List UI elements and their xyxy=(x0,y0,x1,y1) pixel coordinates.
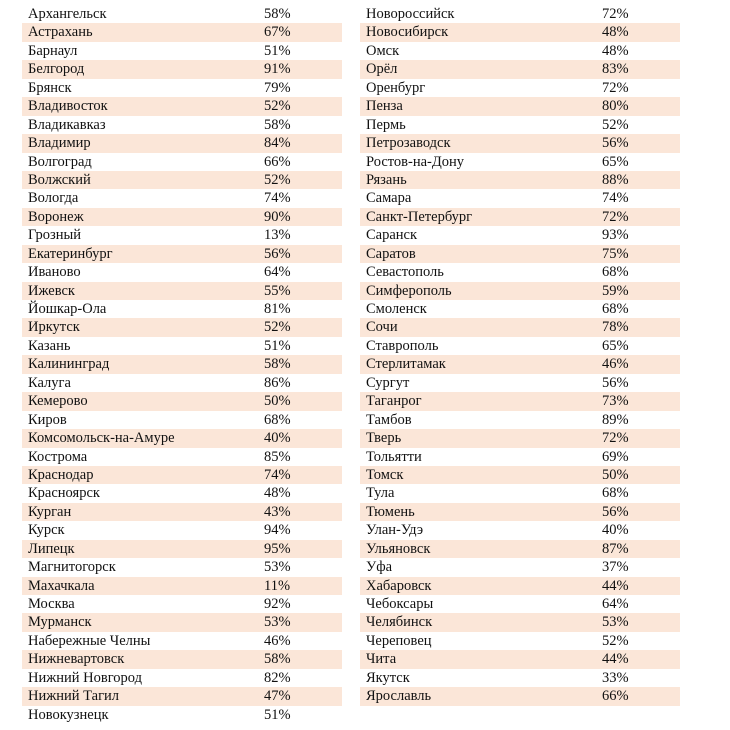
table-row xyxy=(360,245,680,263)
city-name: Челябинск xyxy=(366,614,433,631)
city-name: Владимир xyxy=(28,135,91,152)
city-name: Ижевск xyxy=(28,282,75,299)
table-row xyxy=(360,263,680,281)
city-name: Мурманск xyxy=(28,614,92,631)
table-row xyxy=(22,613,342,631)
percentage-value: 40% xyxy=(264,430,291,447)
percentage-value: 58% xyxy=(264,6,291,22)
city-name: Курск xyxy=(28,522,65,539)
city-name: Саранск xyxy=(366,227,418,244)
percentage-value: 56% xyxy=(602,135,629,152)
percentage-value: 82% xyxy=(264,669,291,686)
percentage-value: 58% xyxy=(264,356,291,373)
table-row xyxy=(360,318,680,336)
city-name: Комсомольск-на-Амуре xyxy=(28,430,175,447)
city-name: Уфа xyxy=(366,559,393,576)
table-row xyxy=(22,282,342,300)
percentage-value: 65% xyxy=(602,153,629,170)
city-name: Калининград xyxy=(28,356,110,373)
table-row xyxy=(360,226,680,244)
percentage-value: 48% xyxy=(602,42,629,59)
city-percentage-table xyxy=(22,5,680,724)
city-name: Волгоград xyxy=(28,153,92,170)
city-name: Иваново xyxy=(28,264,81,281)
percentage-value: 92% xyxy=(264,596,291,612)
city-name: Калуга xyxy=(28,374,71,391)
city-name: Ярославль xyxy=(366,688,432,705)
city-name: Самара xyxy=(366,190,412,207)
city-name: Севастополь xyxy=(366,264,444,281)
city-name: Екатеринбург xyxy=(28,245,113,262)
table-row xyxy=(22,595,342,613)
percentage-value: 58% xyxy=(264,116,291,133)
percentage-value: 53% xyxy=(264,559,291,576)
city-name: Новороссийск xyxy=(366,6,455,22)
percentage-value: 50% xyxy=(602,466,629,483)
percentage-value: 44% xyxy=(602,651,629,668)
city-name: Архангельск xyxy=(28,6,107,22)
percentage-value: 66% xyxy=(264,153,291,170)
city-name: Нижневартовск xyxy=(28,651,125,668)
table-row xyxy=(22,650,342,668)
percentage-value: 66% xyxy=(602,688,629,705)
city-name: Оренбург xyxy=(366,79,426,96)
table-row xyxy=(22,521,342,539)
percentage-value: 64% xyxy=(264,264,291,281)
table-row xyxy=(360,300,680,318)
city-name: Пенза xyxy=(366,98,403,115)
table-row xyxy=(22,577,342,595)
percentage-value: 80% xyxy=(602,98,629,115)
city-name: Йошкар-Ола xyxy=(28,301,107,317)
percentage-value: 84% xyxy=(264,135,291,152)
percentage-value: 75% xyxy=(602,245,629,262)
percentage-value: 56% xyxy=(602,374,629,391)
city-name: Стерлитамак xyxy=(366,356,446,373)
percentage-value: 83% xyxy=(602,61,629,78)
percentage-value: 93% xyxy=(602,227,629,244)
city-name: Набережные Челны xyxy=(28,632,151,649)
percentage-value: 52% xyxy=(264,319,291,336)
city-name: Киров xyxy=(28,411,67,428)
table-row xyxy=(360,189,680,207)
percentage-value: 95% xyxy=(264,540,291,557)
percentage-value: 72% xyxy=(602,430,629,447)
table-row xyxy=(360,669,680,687)
city-name: Белгород xyxy=(28,61,85,78)
city-name: Таганрог xyxy=(366,393,422,410)
city-name: Астрахань xyxy=(28,24,93,41)
left-column xyxy=(22,5,342,724)
city-name: Орёл xyxy=(366,61,398,78)
percentage-value: 51% xyxy=(264,42,291,59)
city-name: Саратов xyxy=(366,245,416,262)
table-row xyxy=(360,558,680,576)
table-row xyxy=(360,23,680,41)
city-name: Кострома xyxy=(28,448,88,465)
city-name: Ставрополь xyxy=(366,337,439,354)
table-row xyxy=(22,23,342,41)
table-row xyxy=(22,337,342,355)
city-name: Смоленск xyxy=(366,301,427,317)
percentage-value: 53% xyxy=(264,614,291,631)
percentage-value: 13% xyxy=(264,227,291,244)
table-row xyxy=(22,208,342,226)
table-row xyxy=(360,595,680,613)
table-row xyxy=(22,669,342,687)
percentage-value: 46% xyxy=(264,632,291,649)
table-row xyxy=(360,116,680,134)
table-row xyxy=(22,632,342,650)
percentage-value: 72% xyxy=(602,6,629,22)
percentage-value: 74% xyxy=(602,190,629,207)
percentage-value: 58% xyxy=(264,651,291,668)
table-row xyxy=(360,613,680,631)
table-row xyxy=(360,411,680,429)
table-row xyxy=(360,337,680,355)
city-name: Новокузнецк xyxy=(28,706,109,723)
percentage-value: 40% xyxy=(602,522,629,539)
city-name: Хабаровск xyxy=(366,577,432,594)
city-name: Тамбов xyxy=(366,411,412,428)
percentage-value: 81% xyxy=(264,301,291,317)
city-name: Барнаул xyxy=(28,42,78,59)
table-row xyxy=(22,558,342,576)
table-row xyxy=(360,42,680,60)
table-row xyxy=(360,60,680,78)
percentage-value: 51% xyxy=(264,706,291,723)
table-row xyxy=(22,116,342,134)
city-name: Рязань xyxy=(366,171,407,188)
table-row xyxy=(22,134,342,152)
percentage-value: 52% xyxy=(264,171,291,188)
percentage-value: 37% xyxy=(602,559,629,576)
city-name: Брянск xyxy=(28,79,72,96)
table-row xyxy=(22,503,342,521)
city-name: Улан-Удэ xyxy=(366,522,424,539)
city-name: Ульяновск xyxy=(366,540,431,557)
percentage-value: 51% xyxy=(264,337,291,354)
table-row xyxy=(360,448,680,466)
percentage-value: 53% xyxy=(602,614,629,631)
city-name: Тверь xyxy=(366,430,402,447)
percentage-value: 86% xyxy=(264,374,291,391)
percentage-value: 89% xyxy=(602,411,629,428)
table-row xyxy=(360,429,680,447)
table-row xyxy=(22,706,342,724)
percentage-value: 68% xyxy=(602,485,629,502)
city-name: Чита xyxy=(366,651,397,668)
city-name: Нижний Новгород xyxy=(28,669,143,686)
city-name: Омск xyxy=(366,42,400,59)
table-row xyxy=(22,79,342,97)
percentage-value: 44% xyxy=(602,577,629,594)
percentage-value: 68% xyxy=(602,264,629,281)
city-name: Красноярск xyxy=(28,485,100,502)
table-row xyxy=(22,189,342,207)
table-row xyxy=(360,208,680,226)
city-name: Тольятти xyxy=(366,448,422,465)
city-name: Москва xyxy=(28,596,75,612)
table-row xyxy=(22,245,342,263)
city-name: Пермь xyxy=(366,116,406,133)
city-name: Новосибирск xyxy=(366,24,449,41)
city-name: Чебоксары xyxy=(366,596,434,612)
city-name: Курган xyxy=(28,503,72,520)
city-name: Нижний Тагил xyxy=(28,688,120,705)
city-name: Грозный xyxy=(28,227,81,244)
city-name: Волжский xyxy=(28,171,91,188)
percentage-value: 59% xyxy=(602,282,629,299)
percentage-value: 88% xyxy=(602,171,629,188)
table-row xyxy=(22,97,342,115)
city-name: Вологда xyxy=(28,190,79,207)
percentage-value: 78% xyxy=(602,319,629,336)
table-row xyxy=(360,503,680,521)
table-row xyxy=(22,466,342,484)
table-row xyxy=(22,411,342,429)
table-row xyxy=(22,355,342,373)
table-row xyxy=(22,300,342,318)
table-row xyxy=(22,263,342,281)
table-row xyxy=(22,374,342,392)
percentage-value: 52% xyxy=(602,116,629,133)
table-row xyxy=(360,5,680,23)
table-row xyxy=(360,632,680,650)
percentage-value: 46% xyxy=(602,356,629,373)
city-name: Краснодар xyxy=(28,466,94,483)
table-row xyxy=(360,282,680,300)
city-name: Тюмень xyxy=(366,503,415,520)
city-name: Симферополь xyxy=(366,282,452,299)
percentage-value: 47% xyxy=(264,688,291,705)
city-name: Ростов-на-Дону xyxy=(366,153,464,170)
city-name: Магнитогорск xyxy=(28,559,116,576)
percentage-value: 90% xyxy=(264,208,291,225)
percentage-value: 52% xyxy=(602,632,629,649)
table-row xyxy=(22,42,342,60)
city-name: Санкт-Петербург xyxy=(366,208,473,225)
percentage-value: 48% xyxy=(264,485,291,502)
percentage-value: 56% xyxy=(264,245,291,262)
city-name: Иркутск xyxy=(28,319,80,336)
table-row xyxy=(22,484,342,502)
percentage-value: 65% xyxy=(602,337,629,354)
percentage-value: 56% xyxy=(602,503,629,520)
table-row xyxy=(22,448,342,466)
percentage-value: 64% xyxy=(602,596,629,612)
table-row xyxy=(360,392,680,410)
table-row xyxy=(360,79,680,97)
percentage-value: 48% xyxy=(602,24,629,41)
percentage-value: 85% xyxy=(264,448,291,465)
table-row xyxy=(360,466,680,484)
city-name: Владивосток xyxy=(28,98,108,115)
city-name: Череповец xyxy=(366,632,432,649)
table-row xyxy=(360,153,680,171)
city-name: Сургут xyxy=(366,374,410,391)
percentage-value: 43% xyxy=(264,503,291,520)
table-row xyxy=(360,484,680,502)
table-row xyxy=(360,374,680,392)
percentage-value: 72% xyxy=(602,208,629,225)
percentage-value: 52% xyxy=(264,98,291,115)
table-row xyxy=(22,392,342,410)
table-row xyxy=(22,171,342,189)
percentage-value: 72% xyxy=(602,79,629,96)
table-row xyxy=(360,134,680,152)
percentage-value: 74% xyxy=(264,466,291,483)
table-row xyxy=(22,153,342,171)
percentage-value: 91% xyxy=(264,61,291,78)
percentage-value: 68% xyxy=(602,301,629,317)
right-column xyxy=(360,5,680,724)
table-row xyxy=(22,318,342,336)
percentage-value: 55% xyxy=(264,282,291,299)
table-row xyxy=(360,355,680,373)
city-name: Тула xyxy=(366,485,395,502)
city-name: Липецк xyxy=(28,540,75,557)
table-row xyxy=(360,97,680,115)
table-row xyxy=(22,687,342,705)
city-name: Казань xyxy=(28,337,71,354)
table-row xyxy=(360,650,680,668)
table-row xyxy=(360,521,680,539)
percentage-value: 74% xyxy=(264,190,291,207)
table-row xyxy=(22,60,342,78)
city-name: Владикавказ xyxy=(28,116,106,133)
table-row xyxy=(360,577,680,595)
city-name: Томск xyxy=(366,466,404,483)
table-row xyxy=(22,226,342,244)
table-row xyxy=(360,540,680,558)
percentage-value: 79% xyxy=(264,79,291,96)
percentage-value: 50% xyxy=(264,393,291,410)
table-row xyxy=(22,5,342,23)
city-name: Петрозаводск xyxy=(366,135,451,152)
percentage-value: 11% xyxy=(264,577,291,594)
percentage-value: 69% xyxy=(602,448,629,465)
city-name: Сочи xyxy=(366,319,398,336)
percentage-value: 68% xyxy=(264,411,291,428)
percentage-value: 94% xyxy=(264,522,291,539)
city-name: Якутск xyxy=(366,669,410,686)
percentage-value: 67% xyxy=(264,24,291,41)
table-row xyxy=(22,540,342,558)
city-name: Воронеж xyxy=(28,208,84,225)
percentage-value: 73% xyxy=(602,393,629,410)
percentage-value: 87% xyxy=(602,540,629,557)
city-name: Махачкала xyxy=(28,577,95,594)
table-row xyxy=(22,429,342,447)
table-row xyxy=(360,171,680,189)
table-row xyxy=(360,687,680,705)
city-name: Кемерово xyxy=(28,393,88,410)
percentage-value: 33% xyxy=(602,669,629,686)
